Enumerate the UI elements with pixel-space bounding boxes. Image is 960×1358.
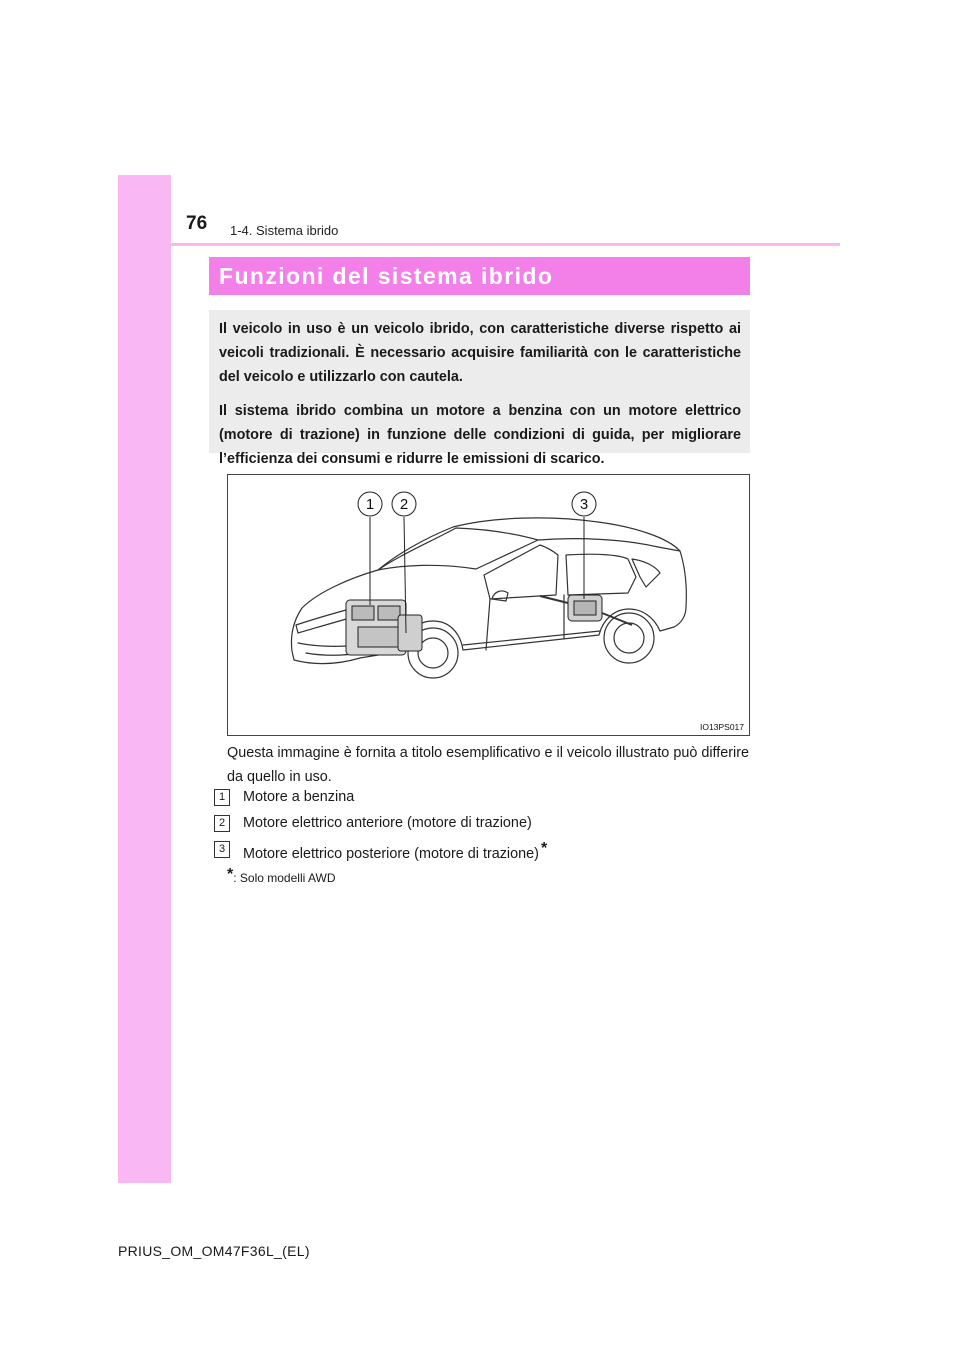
headlight (296, 610, 350, 633)
header-rule (171, 243, 840, 246)
legend-number: 2 (214, 815, 230, 832)
intro-paragraph-2: Il sistema ibrido combina un motore a benzina con un motore elettrico (motore di trazione) in funzione delle condizioni di guida, per migliorare l’efficienza dei consumi e ridurre le emissioni di scarico. (219, 403, 741, 467)
page-title: Funzioni del sistema ibrido (209, 257, 750, 295)
intro-box (209, 310, 750, 467)
legend-text: Motore a benzina (243, 789, 355, 805)
legend-item (214, 839, 734, 862)
front-window (484, 545, 558, 599)
side-tab-band (118, 175, 171, 1183)
legend-item (214, 813, 734, 833)
callout-3 (572, 492, 596, 516)
footer-doc-code: PRIUS_OM_OM47F36L_(EL) (118, 1243, 310, 1259)
car-drawing (228, 475, 749, 735)
svg-text:1: 1 (365, 496, 375, 513)
callout-2 (392, 492, 416, 516)
legend-text: Motore elettrico anteriore (motore di trazione) (243, 815, 532, 831)
legend-item (214, 787, 734, 807)
vehicle-illustration (227, 474, 750, 736)
footnote-asterisk: * (227, 866, 234, 883)
svg-text:2: 2 (399, 496, 409, 513)
side-mirror (492, 591, 508, 601)
page-number: 76 (186, 213, 208, 234)
rear-motor (540, 595, 632, 625)
rear-wheel (604, 613, 654, 663)
footnote-text: : Solo modelli AWD (233, 871, 336, 885)
figure-caption: Questa immagine è fornita a titolo esemplificativo e il veicolo illustrato può differire da quello in uso. (227, 745, 750, 785)
legend-number: 3 (214, 841, 230, 858)
footnote (227, 866, 336, 885)
asterisk-mark: * (540, 840, 548, 857)
svg-text:3: 3 (579, 496, 589, 513)
legend-text: Motore elettrico posteriore (motore di trazione) (243, 846, 539, 862)
rear-window (566, 554, 636, 595)
intro-paragraph-1: Il veicolo in uso è un veicolo ibrido, con caratteristiche diverse rispetto ai veicoli tradizionali. È necessario acquisire familiarità con le caratteristiche del veicolo e utilizzarlo con cautela. (219, 321, 741, 385)
quarter-window (632, 559, 660, 587)
callout-1 (358, 492, 382, 516)
windshield (378, 528, 538, 570)
engine-block (346, 600, 422, 655)
legend-number: 1 (214, 789, 230, 806)
figure-code: IO13PS017 (700, 722, 744, 732)
section-title: 1-4. Sistema ibrido (230, 223, 339, 238)
roof-line (538, 539, 680, 551)
